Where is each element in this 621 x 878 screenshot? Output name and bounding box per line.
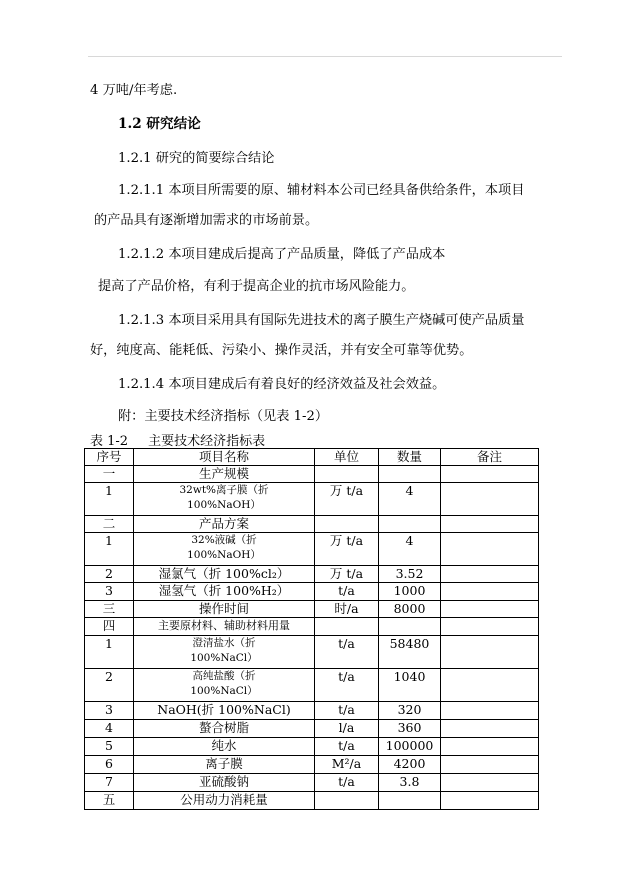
cell-remark <box>441 516 539 533</box>
cell-seq: 3 <box>85 702 134 720</box>
table-header-row <box>85 449 539 466</box>
text-line: 附：主要技术经济指标（见表 1-2） <box>118 409 329 424</box>
cell-name: 产品方案 <box>134 516 315 533</box>
cell-qty: 360 <box>379 720 441 738</box>
cell-seq: 二 <box>85 516 134 533</box>
table-row <box>85 483 539 516</box>
cell-name: 离子膜 <box>134 756 315 774</box>
cell-remark <box>441 792 539 810</box>
cell-seq: 5 <box>85 738 134 756</box>
cell-unit: 时/a <box>315 601 379 618</box>
tech-econ-table <box>84 448 539 810</box>
cell-qty: 3.8 <box>379 774 441 792</box>
table-row <box>85 466 539 483</box>
cell-unit: l/a <box>315 720 379 738</box>
cell-remark <box>441 533 539 566</box>
table-row <box>85 636 539 669</box>
text-line: 好，纯度高、能耗低、污染小、操作灵活，并有安全可靠等优势。 <box>90 343 473 358</box>
table-caption <box>90 430 285 449</box>
cell-unit: 万 t/a <box>315 483 379 516</box>
cell-name: 湿氢气（折 100%H₂） <box>134 583 315 601</box>
text-line: 的产品具有逐渐增加需求的市场前景。 <box>94 213 319 228</box>
table-row <box>85 533 539 566</box>
table-row <box>85 756 539 774</box>
table-title: 主要技术经济指标表 <box>148 434 266 449</box>
cell-remark <box>441 738 539 756</box>
cell-seq: 四 <box>85 618 134 636</box>
cell-remark <box>441 669 539 702</box>
table-row <box>85 774 539 792</box>
subsection-heading: 1.2.1 研究的简要综合结论 <box>118 151 275 166</box>
cell-seq: 6 <box>85 756 134 774</box>
cell-unit <box>315 792 379 810</box>
cell-unit: M²/a <box>315 756 379 774</box>
table-row <box>85 669 539 702</box>
cell-remark <box>441 618 539 636</box>
cell-remark <box>441 774 539 792</box>
cell-qty <box>379 466 441 483</box>
cell-qty: 4 <box>379 483 441 516</box>
cell-seq: 1 <box>85 533 134 566</box>
cell-qty: 1000 <box>379 583 441 601</box>
cell-name: 32%液碱（折 100%NaOH） <box>134 533 315 566</box>
header-cell-unit: 单位 <box>315 449 379 466</box>
cell-name: 螯合树脂 <box>134 720 315 738</box>
table-row <box>85 566 539 583</box>
cell-seq: 1 <box>85 636 134 669</box>
cell-name: 湿氯气（折 100%cl₂） <box>134 566 315 583</box>
cell-unit: 万 t/a <box>315 533 379 566</box>
cell-remark <box>441 466 539 483</box>
cell-seq: 1 <box>85 483 134 516</box>
cell-seq: 五 <box>85 792 134 810</box>
table-row <box>85 601 539 618</box>
cell-seq: 2 <box>85 566 134 583</box>
cell-qty: 4200 <box>379 756 441 774</box>
text-line: 4 万吨/年考虑. <box>90 83 178 98</box>
cell-qty: 100000 <box>379 738 441 756</box>
cell-unit: 万 t/a <box>315 566 379 583</box>
cell-name: 公用动力消耗量 <box>134 792 315 810</box>
cell-seq: 7 <box>85 774 134 792</box>
header-cell-remark: 备注 <box>441 449 539 466</box>
cell-seq: 一 <box>85 466 134 483</box>
table-row <box>85 583 539 601</box>
cell-remark <box>441 756 539 774</box>
text-line: 1.2.1.2 本项目建成后提高了产品质量，降低了产品成本 <box>118 247 446 262</box>
cell-name: NaOH(折 100%NaCl) <box>134 702 315 720</box>
cell-remark <box>441 583 539 601</box>
table-row <box>85 702 539 720</box>
cell-remark <box>441 483 539 516</box>
cell-remark <box>441 601 539 618</box>
cell-unit: t/a <box>315 636 379 669</box>
cell-qty <box>379 792 441 810</box>
cell-qty: 58480 <box>379 636 441 669</box>
table-number: 表 1-2 <box>90 434 129 449</box>
cell-name: 操作时间 <box>134 601 315 618</box>
cell-qty: 1040 <box>379 669 441 702</box>
cell-seq: 4 <box>85 720 134 738</box>
cell-unit <box>315 516 379 533</box>
cell-seq: 三 <box>85 601 134 618</box>
header-cell-seq: 序号 <box>85 449 134 466</box>
table-row <box>85 720 539 738</box>
text-line: 1.2.1.1 本项目所需要的原、辅材料本公司已经具备供给条件，本项目 <box>118 183 525 198</box>
header-rule <box>88 56 562 57</box>
cell-unit: t/a <box>315 669 379 702</box>
cell-unit <box>315 466 379 483</box>
cell-unit: t/a <box>315 774 379 792</box>
cell-remark <box>441 702 539 720</box>
table-row <box>85 738 539 756</box>
text-line: 提高了产品价格，有利于提高企业的抗市场风险能力。 <box>98 279 415 294</box>
text-line: 1.2.1.4 本项目建成后有着良好的经济效益及社会效益。 <box>118 377 446 392</box>
cell-name: 主要原材料、辅助材料用量 <box>134 618 315 636</box>
cell-unit <box>315 618 379 636</box>
cell-name: 高纯盐酸（折 100%NaCl） <box>134 669 315 702</box>
table-row <box>85 516 539 533</box>
cell-unit: t/a <box>315 583 379 601</box>
cell-remark <box>441 720 539 738</box>
header-cell-name: 项目名称 <box>134 449 315 466</box>
cell-qty: 8000 <box>379 601 441 618</box>
cell-name: 生产规模 <box>134 466 315 483</box>
table-row <box>85 618 539 636</box>
cell-seq: 3 <box>85 583 134 601</box>
section-heading: 1.2 研究结论 <box>118 116 201 132</box>
cell-name: 纯水 <box>134 738 315 756</box>
cell-qty: 3.52 <box>379 566 441 583</box>
cell-name: 澄清盐水（折 100%NaCl） <box>134 636 315 669</box>
cell-remark <box>441 566 539 583</box>
cell-unit: t/a <box>315 702 379 720</box>
table-row <box>85 792 539 810</box>
cell-seq: 2 <box>85 669 134 702</box>
cell-qty <box>379 618 441 636</box>
cell-qty: 4 <box>379 533 441 566</box>
cell-qty <box>379 516 441 533</box>
text-line: 1.2.1.3 本项目采用具有国际先进技术的离子膜生产烧碱可使产品质量 <box>118 313 525 328</box>
cell-unit: t/a <box>315 738 379 756</box>
cell-name: 32wt%离子膜（折 100%NaOH） <box>134 483 315 516</box>
cell-name: 亚硫酸钠 <box>134 774 315 792</box>
cell-remark <box>441 636 539 669</box>
header-cell-qty: 数量 <box>379 449 441 466</box>
cell-qty: 320 <box>379 702 441 720</box>
